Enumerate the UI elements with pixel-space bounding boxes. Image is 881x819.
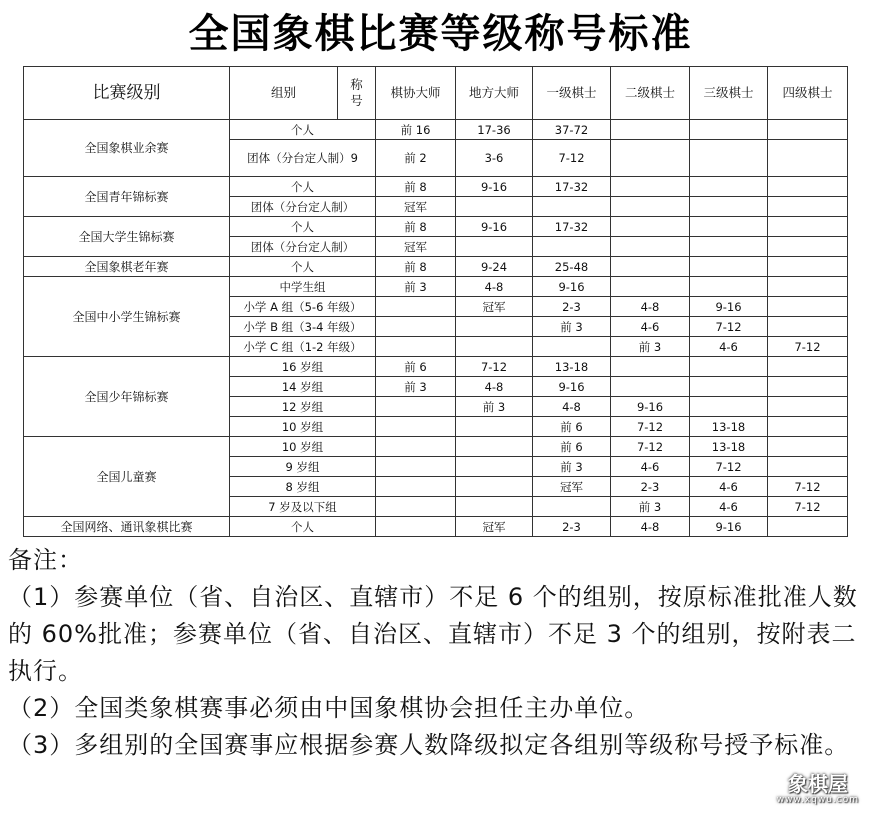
value-cell: 前 8	[376, 257, 456, 277]
group-cell: 7 岁及以下组	[230, 497, 376, 517]
value-cell: 7-12	[611, 437, 690, 457]
value-cell: 前 3	[611, 497, 690, 517]
value-cell: 3-6	[456, 140, 533, 177]
value-cell: 前 3	[376, 377, 456, 397]
value-cell: 4-6	[690, 337, 768, 357]
value-cell	[456, 317, 533, 337]
value-cell	[456, 497, 533, 517]
value-cell: 9-16	[690, 517, 768, 537]
value-cell: 前 6	[533, 437, 611, 457]
header-col-0: 棋协大师	[376, 67, 456, 120]
value-cell	[611, 357, 690, 377]
header-col-3: 二级棋士	[611, 67, 690, 120]
value-cell: 9-16	[533, 377, 611, 397]
value-cell	[768, 457, 848, 477]
value-cell	[376, 297, 456, 317]
grade-standards-table	[23, 66, 848, 537]
notes-section	[8, 542, 868, 764]
value-cell	[533, 337, 611, 357]
group-cell: 团体（分台定人制）	[230, 237, 376, 257]
value-cell: 4-8	[456, 377, 533, 397]
value-cell	[690, 277, 768, 297]
table-row	[24, 437, 848, 457]
value-cell	[376, 337, 456, 357]
value-cell: 9-16	[690, 297, 768, 317]
value-cell: 25-48	[533, 257, 611, 277]
header-col-5: 四级棋士	[768, 67, 848, 120]
value-cell: 4-6	[611, 317, 690, 337]
note-item-2: （2）全国类象棋赛事必须由中国象棋协会担任主办单位。	[8, 694, 650, 722]
group-cell: 10 岁组	[230, 417, 376, 437]
group-cell: 个人	[230, 257, 376, 277]
value-cell: 13-18	[690, 437, 768, 457]
value-cell	[768, 397, 848, 417]
value-cell: 7-12	[768, 497, 848, 517]
value-cell: 13-18	[690, 417, 768, 437]
header-group: 组别	[230, 67, 338, 120]
value-cell: 前 3	[611, 337, 690, 357]
value-cell	[456, 457, 533, 477]
value-cell: 冠军	[456, 517, 533, 537]
value-cell	[768, 297, 848, 317]
group-cell: 12 岁组	[230, 397, 376, 417]
value-cell: 9-16	[533, 277, 611, 297]
value-cell	[690, 217, 768, 237]
value-cell	[611, 277, 690, 297]
value-cell	[768, 517, 848, 537]
value-cell	[690, 237, 768, 257]
value-cell	[456, 337, 533, 357]
value-cell	[611, 377, 690, 397]
value-cell: 7-12	[690, 457, 768, 477]
value-cell: 17-32	[533, 177, 611, 197]
value-cell	[456, 437, 533, 457]
value-cell	[376, 457, 456, 477]
group-cell: 10 岁组	[230, 437, 376, 457]
value-cell: 9-16	[611, 397, 690, 417]
value-cell: 7-12	[768, 337, 848, 357]
value-cell	[768, 357, 848, 377]
value-cell	[533, 197, 611, 217]
value-cell: 2-3	[533, 297, 611, 317]
value-cell: 前 6	[376, 357, 456, 377]
header-rank-title: 称号	[338, 67, 376, 120]
table-row	[24, 217, 848, 237]
value-cell	[456, 477, 533, 497]
category-cell: 全国大学生锦标赛	[24, 217, 230, 257]
value-cell	[768, 317, 848, 337]
group-cell: 中学生组	[230, 277, 376, 297]
note-item-1: （1）参赛单位（省、自治区、直辖市）不足 6 个的组别，按原标准批准人数的 60%批准；参赛单位（省、自治区、直辖市）不足 3 个的组别，按附表二执行。	[8, 583, 858, 685]
header-col-2: 一级棋士	[533, 67, 611, 120]
value-cell: 冠军	[376, 237, 456, 257]
category-cell: 全国象棋老年赛	[24, 257, 230, 277]
table-row	[24, 357, 848, 377]
value-cell	[690, 377, 768, 397]
value-cell: 37-72	[533, 120, 611, 140]
header-col-4: 三级棋士	[690, 67, 768, 120]
value-cell: 前 2	[376, 140, 456, 177]
value-cell: 前 3	[376, 277, 456, 297]
value-cell: 4-6	[690, 477, 768, 497]
group-cell: 个人	[230, 120, 376, 140]
group-cell: 小学 B 组（3-4 年级）	[230, 317, 376, 337]
watermark-logo: 象棋屋 www.xqwu.com	[776, 772, 859, 805]
value-cell	[768, 377, 848, 397]
value-cell: 7-12	[611, 417, 690, 437]
value-cell: 前 3	[533, 317, 611, 337]
value-cell: 4-8	[456, 277, 533, 297]
value-cell: 前 16	[376, 120, 456, 140]
value-cell: 4-6	[611, 457, 690, 477]
page-title: 全国象棋比赛等级称号标准	[188, 10, 693, 57]
value-cell: 9-16	[456, 177, 533, 197]
value-cell	[690, 397, 768, 417]
value-cell	[690, 177, 768, 197]
value-cell: 2-3	[533, 517, 611, 537]
table-header-row	[24, 67, 848, 120]
group-cell: 9 岁组	[230, 457, 376, 477]
value-cell: 前 3	[533, 457, 611, 477]
value-cell	[456, 417, 533, 437]
value-cell: 冠军	[533, 477, 611, 497]
value-cell	[611, 120, 690, 140]
value-cell: 9-16	[456, 217, 533, 237]
value-cell: 前 8	[376, 177, 456, 197]
value-cell	[690, 357, 768, 377]
value-cell: 前 3	[456, 397, 533, 417]
value-cell: 4-8	[611, 517, 690, 537]
value-cell	[611, 197, 690, 217]
value-cell	[768, 197, 848, 217]
value-cell	[690, 257, 768, 277]
category-cell: 全国儿童赛	[24, 437, 230, 517]
header-category: 比赛级别	[24, 67, 230, 120]
group-cell: 8 岁组	[230, 477, 376, 497]
value-cell: 7-12	[533, 140, 611, 177]
value-cell: 17-36	[456, 120, 533, 140]
value-cell: 前 8	[376, 217, 456, 237]
category-cell: 全国少年锦标赛	[24, 357, 230, 437]
value-cell	[376, 517, 456, 537]
value-cell: 13-18	[533, 357, 611, 377]
value-cell: 4-8	[611, 297, 690, 317]
note-item-3: （3）多组别的全国赛事应根据参赛人数降级拟定各组别等级称号授予标准。	[8, 731, 850, 759]
group-cell: 14 岁组	[230, 377, 376, 397]
value-cell	[376, 477, 456, 497]
value-cell	[533, 237, 611, 257]
value-cell: 7-12	[690, 317, 768, 337]
table-row	[24, 517, 848, 537]
value-cell: 冠军	[456, 297, 533, 317]
value-cell: 4-6	[690, 497, 768, 517]
value-cell	[376, 317, 456, 337]
group-cell: 16 岁组	[230, 357, 376, 377]
value-cell	[768, 120, 848, 140]
value-cell: 4-8	[533, 397, 611, 417]
table-row	[24, 257, 848, 277]
value-cell	[768, 437, 848, 457]
group-cell: 个人	[230, 517, 376, 537]
value-cell: 7-12	[768, 477, 848, 497]
category-cell: 全国中小学生锦标赛	[24, 277, 230, 357]
category-cell: 全国象棋业余赛	[24, 120, 230, 177]
category-cell: 全国青年锦标赛	[24, 177, 230, 217]
value-cell	[611, 217, 690, 237]
category-cell: 全国网络、通讯象棋比赛	[24, 517, 230, 537]
value-cell: 9-24	[456, 257, 533, 277]
value-cell	[768, 277, 848, 297]
value-cell	[768, 417, 848, 437]
table-row	[24, 277, 848, 297]
notes-label: 备注：	[8, 546, 83, 574]
group-cell: 小学 C 组（1-2 年级）	[230, 337, 376, 357]
value-cell	[376, 437, 456, 457]
value-cell	[768, 217, 848, 237]
value-cell	[611, 140, 690, 177]
value-cell	[768, 177, 848, 197]
group-cell: 个人	[230, 217, 376, 237]
value-cell	[611, 177, 690, 197]
value-cell	[376, 417, 456, 437]
value-cell: 2-3	[611, 477, 690, 497]
value-cell	[611, 257, 690, 277]
group-cell: 团体（分台定人制）	[230, 197, 376, 217]
value-cell	[611, 237, 690, 257]
value-cell: 17-32	[533, 217, 611, 237]
value-cell	[533, 497, 611, 517]
value-cell	[376, 497, 456, 517]
group-cell: 个人	[230, 177, 376, 197]
value-cell	[768, 237, 848, 257]
value-cell: 7-12	[456, 357, 533, 377]
value-cell	[690, 197, 768, 217]
table-row	[24, 177, 848, 197]
value-cell	[456, 237, 533, 257]
value-cell	[768, 140, 848, 177]
group-cell: 团体（分台定人制）9	[230, 140, 376, 177]
value-cell	[690, 120, 768, 140]
value-cell	[376, 397, 456, 417]
value-cell	[690, 140, 768, 177]
group-cell: 小学 A 组（5-6 年级）	[230, 297, 376, 317]
value-cell: 前 6	[533, 417, 611, 437]
header-col-1: 地方大师	[456, 67, 533, 120]
value-cell	[456, 197, 533, 217]
value-cell: 冠军	[376, 197, 456, 217]
table-row	[24, 120, 848, 140]
value-cell	[768, 257, 848, 277]
